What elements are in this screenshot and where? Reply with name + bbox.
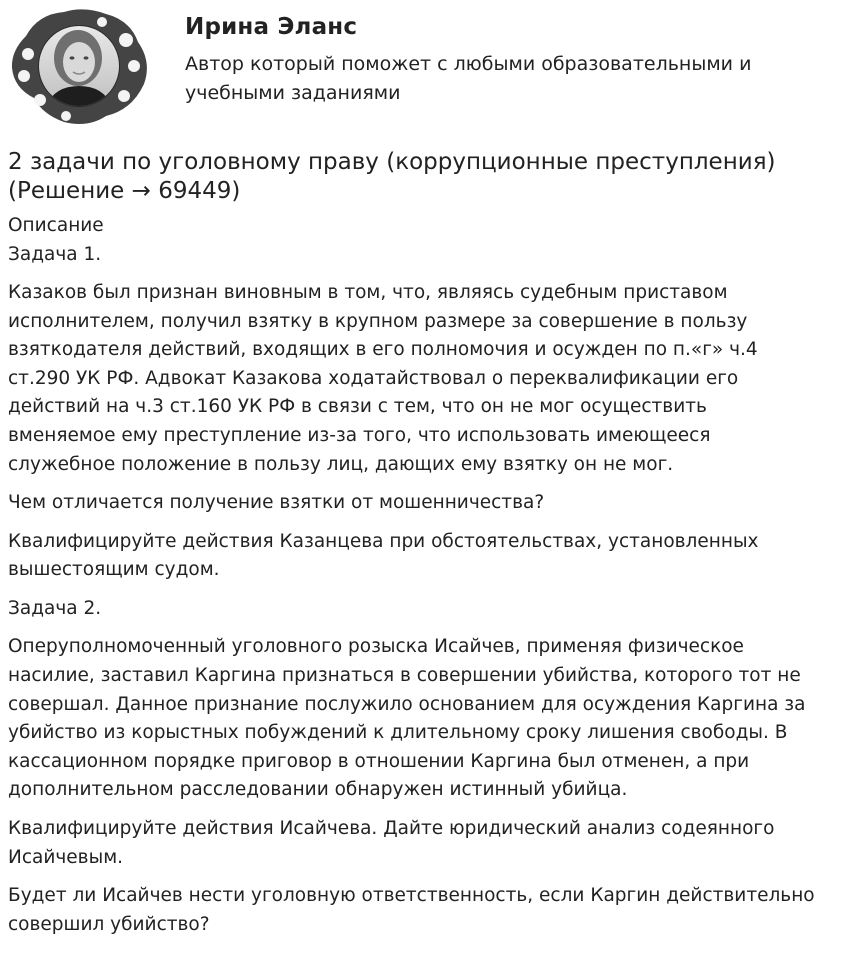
description-heading: Описание: [8, 215, 104, 236]
task1-question-1: Чем отличается получение взятки от мошенничества?: [8, 492, 545, 514]
task1-heading: Задача 1.: [8, 243, 102, 265]
task1-text: Казаков был признан виновным в том, что, являясь судебным приставом исполнителем, получил взятку в крупном размере за совершение в пользу взяткодателя действий, входящих в его полномочия и осужден по п.«г» ч.4 ст.290 УК РФ. Адвокат Казакова ходатайствовал о переквалификации его действий на ч.3 ст.160 УК РФ в связи с тем, что он не мог осуществить вменяемое ему преступление из-за того, что использовать имеющееся служебное положение в пользу лиц, дающих ему взятку он не мог.: [8, 282, 758, 475]
author-description: Автор который поможет с любыми образовательными и учебными заданиями: [185, 53, 752, 104]
task2-text: Оперуполномоченный уголовного розыска Исайчев, применяя физическое насилие, заставил Каргина признаться в совершении убийства, которого тот не совершал. Данное признание послужило основанием для осуждения Каргина за убийство из корыстных побуждений к длительному сроку лишения свободы. В кассационном порядке приговор в отношении Каргина был отменен, а при дополнительном расследовании обнаружен истинный убийца.: [8, 636, 806, 801]
task1-question-2: Квалифицируйте действия Казанцева при обстоятельствах, установленных вышестоящим судом.: [8, 530, 759, 581]
author-name[interactable]: Ирина Эланс: [185, 14, 358, 40]
task2-question-1: Квалифицируйте действия Исайчева. Дайте юридический анализ содеянного Исайчевым.: [8, 818, 775, 868]
avatar[interactable]: [6, 6, 152, 126]
document-body: [8, 148, 840, 939]
task2-heading: Задача 2.: [8, 597, 102, 619]
author-portrait-icon: [6, 6, 152, 126]
task2-question-2: Будет ли Исайчев нести уголовную ответственность, если Каргин действительно совершил убийство?: [8, 885, 815, 935]
author-header: [0, 0, 847, 130]
page-title: 2 задачи по уголовному праву (коррупционные преступления) (Решение → 69449): [8, 149, 776, 204]
